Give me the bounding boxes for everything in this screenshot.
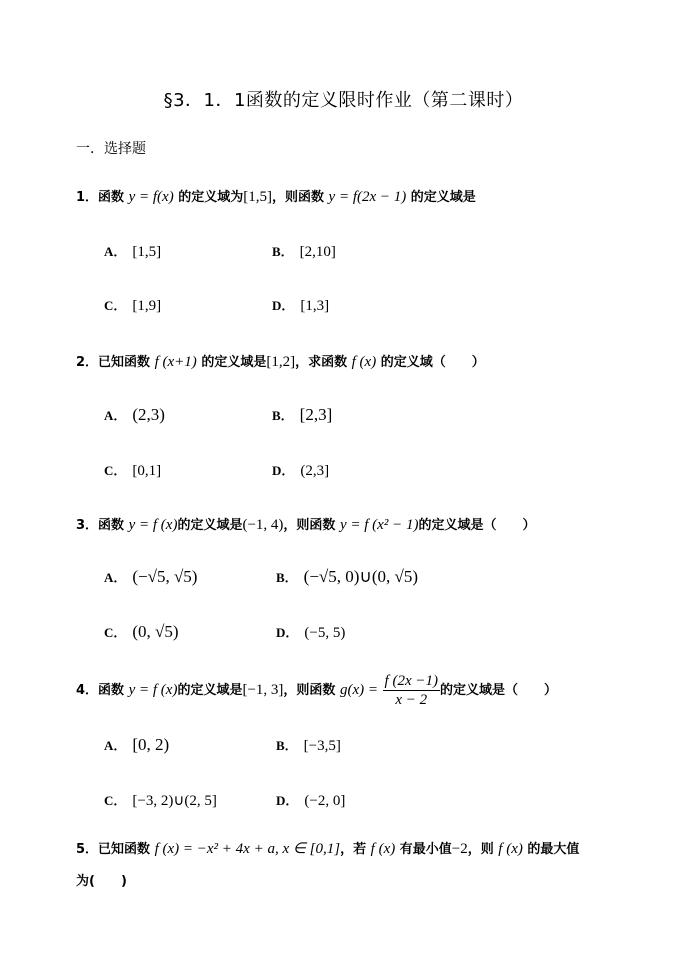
math-expression: f (x) (370, 841, 396, 857)
option-b[interactable]: B． (−√5, 0)∪(0, √5) (276, 567, 419, 586)
option-a[interactable]: A． (2,3) (104, 405, 165, 424)
math-expression: f (x) (498, 841, 523, 857)
math-expression: y = f (x) (128, 682, 178, 698)
math-expression: f (x) (351, 354, 377, 370)
question-1: 1．函数 y = f(x) 的定义域为[1,5]，则函数 y = f(2x − 1) 的定义域是 (76, 189, 476, 205)
option-c[interactable]: C． (0, √5) (104, 622, 179, 641)
option-b[interactable]: B． [2,3] (272, 405, 333, 424)
math-expression: [1,5] (243, 189, 272, 205)
option-d[interactable]: D． (−5, 5) (276, 625, 346, 641)
math-expression: y = f(x) (128, 189, 174, 205)
question-3: 3．函数 y = f (x)的定义域是(−1, 4)，则函数 y = f (x² − 1)的定义域是（ ） (76, 517, 536, 533)
math-expression: y = f (x) (128, 517, 178, 533)
question-5-continued: 为( ) (76, 874, 127, 889)
option-c[interactable]: C． [1,9] (104, 298, 162, 314)
fraction: $\frac{f (2x -1)}{x - 2}$ (384, 673, 438, 708)
option-d[interactable]: D． (−2, 0] (276, 793, 346, 809)
option-c[interactable]: C． [−3, 2)∪(2, 5] (104, 793, 217, 809)
question-5: 5．已知函数 f (x) = −x² + 4x + a, x ∈ [0,1]，若 f (x) 有最小值−2，则 f (x) 的最大值 (76, 841, 580, 857)
question-4: 4．函数 y = f (x)的定义域是[−1, 3]，则函数 g(x) = $\frac{f (2x -1)}{x - 2}$ 的定义域是（ ） (76, 673, 557, 708)
math-expression: f (x+1) (154, 354, 197, 370)
question-number: 4． (76, 683, 99, 698)
math-expression: y = f (x² − 1) (339, 517, 419, 533)
math-expression: y = f(2x − 1) (328, 189, 407, 205)
option-b[interactable]: B． [2,10] (272, 244, 336, 260)
math-expression: [1,2] (266, 354, 296, 370)
page-title: §3．1．1函数的定义限时作业（第二课时） (163, 90, 524, 111)
option-d[interactable]: D． [1,3] (272, 298, 330, 314)
math-expression: −2 (451, 841, 468, 857)
math-expression: g(x) = (339, 682, 378, 698)
question-number: 5． (76, 842, 99, 857)
option-d[interactable]: D． (2,3] (272, 463, 330, 479)
question-number: 1． (76, 190, 99, 205)
option-b[interactable]: B． [−3,5] (276, 738, 341, 754)
math-expression: [−1, 3] (242, 682, 284, 698)
math-expression: f (x) = −x² + 4x + a, x ∈ [0,1] (154, 841, 341, 857)
question-number: 3． (76, 518, 99, 533)
section-heading: 一．选择题 (76, 141, 146, 157)
question-number: 2． (76, 355, 99, 370)
option-a[interactable]: A． [0, 2) (104, 735, 170, 754)
option-a[interactable]: A． (−√5, √5) (104, 567, 198, 586)
option-c[interactable]: C． [0,1] (104, 463, 162, 479)
option-a[interactable]: A． [1,5] (104, 244, 162, 260)
math-expression: (−1, 4) (242, 517, 284, 533)
question-2: 2．已知函数 f (x+1) 的定义域是[1,2]，求函数 f (x) 的定义域（ ） (76, 354, 485, 370)
